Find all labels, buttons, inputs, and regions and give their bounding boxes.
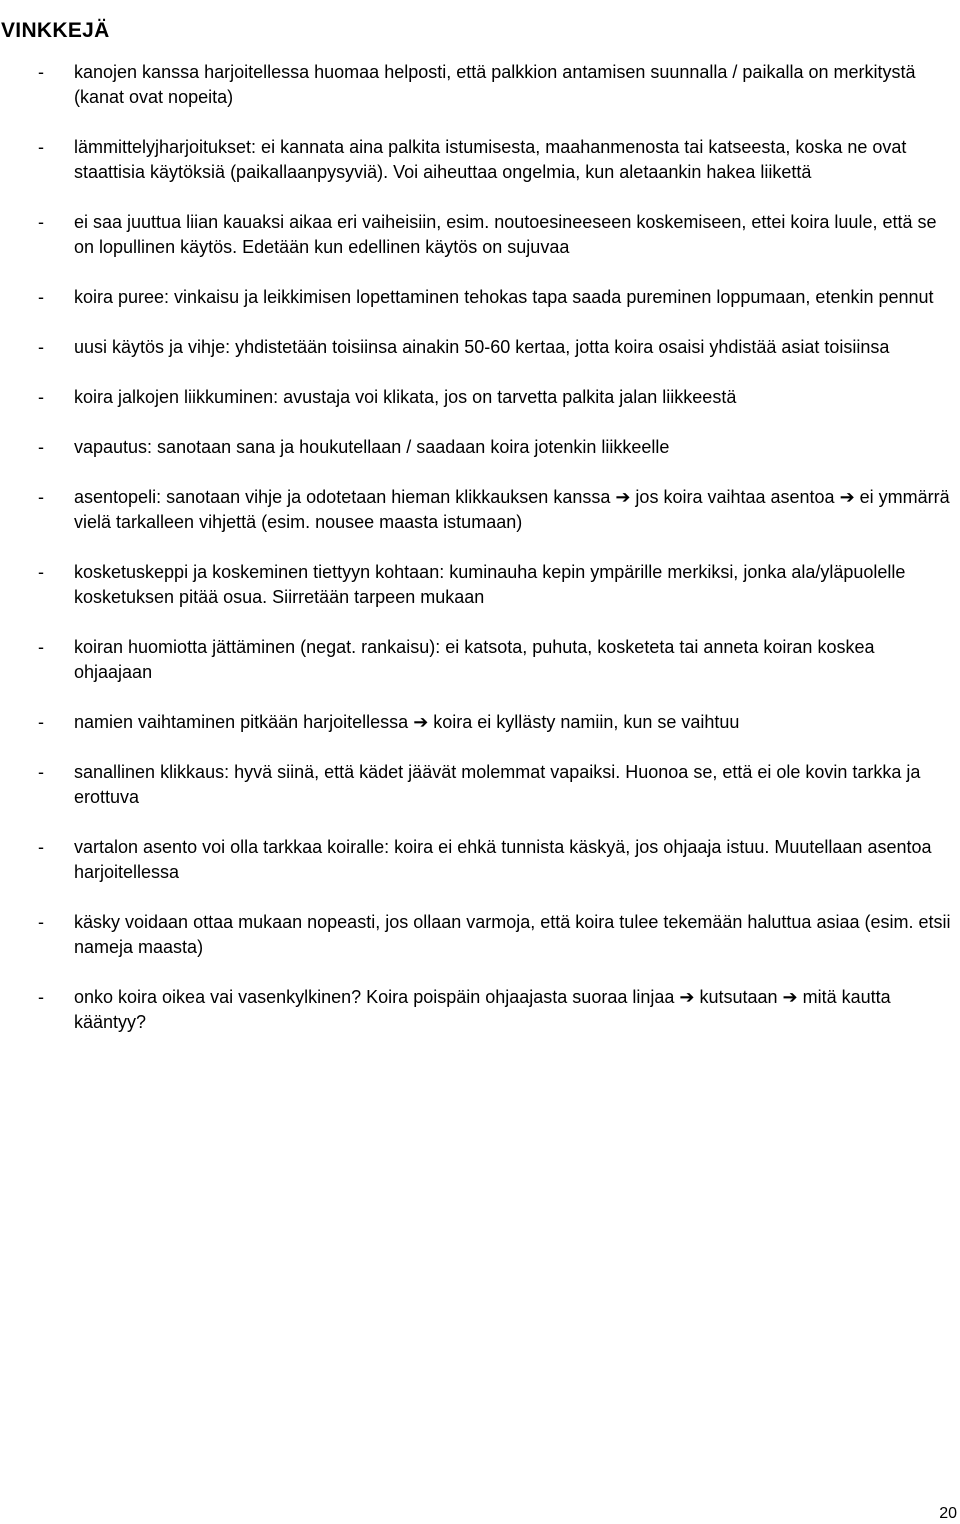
bullet-dash: - [38,62,44,82]
list-item [0,385,960,410]
tip-text: kosketuskeppi ja koskeminen tiettyyn kohtaan: kuminauha kepin ympärille merkiksi, jonka ala/yläpuolelle kosketuksen pitää osua. Siirretään tarpeen mukaan [74,562,906,607]
tip-text: koiran huomiotta jättäminen (negat. rankaisu): ei katsota, puhuta, kosketeta tai anneta koiran koskea ohjaajaan [74,637,875,682]
tip-text: onko koira oikea vai vasenkylkinen? Koira poispäin ohjaajasta suoraa linjaa ➔ kutsutaan ➔ mitä kautta kääntyy? [74,987,891,1032]
list-item [0,435,960,460]
tip-text: sanallinen klikkaus: hyvä siinä, että kädet jäävät molemmat vapaiksi. Huonoa se, että ei ole kovin tarkka ja erottuva [74,762,921,807]
tip-text: uusi käytös ja vihje: yhdistetään toisiinsa ainakin 50-60 kertaa, jotta koira osaisi yhdistää asiat toisiinsa [74,337,890,357]
list-item [0,710,960,735]
bullet-dash: - [38,137,44,157]
bullet-dash: - [38,637,44,657]
tips-list [0,60,960,1060]
list-item [0,60,960,110]
bullet-dash: - [38,712,44,732]
list-item [0,910,960,960]
tip-text: koira jalkojen liikkuminen: avustaja voi klikata, jos on tarvetta palkita jalan liikkeestä [74,387,737,407]
bullet-dash: - [38,762,44,782]
list-item [0,835,960,885]
tip-text: vartalon asento voi olla tarkkaa koiralle: koira ei ehkä tunnista käskyä, jos ohjaaja istuu. Muutellaan asentoa harjoitellessa [74,837,932,882]
bullet-dash: - [38,912,44,932]
list-item [0,285,960,310]
tip-text: asentopeli: sanotaan vihje ja odotetaan hieman klikkauksen kanssa ➔ jos koira vaihtaa asentoa ➔ ei ymmärrä vielä tarkalleen vihjettä (esim. nousee maasta istumaan) [74,487,950,532]
bullet-dash: - [38,487,44,507]
list-item [0,485,960,535]
bullet-dash: - [38,337,44,357]
list-item [0,560,960,610]
tip-text: namien vaihtaminen pitkään harjoitellessa ➔ koira ei kyllästy namiin, kun se vaihtuu [74,712,740,732]
tip-text: koira puree: vinkaisu ja leikkimisen lopettaminen tehokas tapa saada pureminen loppumaan, etenkin pennut [74,287,934,307]
bullet-dash: - [38,437,44,457]
list-item [0,135,960,185]
bullet-dash: - [38,212,44,232]
list-item [0,335,960,360]
bullet-dash: - [38,387,44,407]
tip-text: vapautus: sanotaan sana ja houkutellaan / saadaan koira jotenkin liikkeelle [74,437,670,457]
bullet-dash: - [38,287,44,307]
list-item [0,760,960,810]
page-number: 20 [939,1505,957,1522]
tip-text: ei saa juuttua liian kauaksi aikaa eri vaiheisiin, esim. noutoesineeseen koskemiseen, ettei koira luule, että se on lopullinen käytös. Edetään kun edellinen käytös on sujuvaa [74,212,937,257]
tip-text: käsky voidaan ottaa mukaan nopeasti, jos ollaan varmoja, että koira tulee tekemään haluttua asiaa (esim. etsii nameja maasta) [74,912,951,957]
bullet-dash: - [38,987,44,1007]
tip-text: lämmittelyjharjoitukset: ei kannata aina palkita istumisesta, maahanmenosta tai katseesta, koska ne ovat staattisia käytöksiä (paikallaanpysyviä). Voi aiheuttaa ongelmia, kun aletaankin hakea liikettä [74,137,907,182]
bullet-dash: - [38,837,44,857]
page-title: VINKKEJÄ [1,19,110,43]
list-item [0,210,960,260]
bullet-dash: - [38,562,44,582]
list-item [0,985,960,1035]
list-item [0,635,960,685]
tip-text: kanojen kanssa harjoitellessa huomaa helposti, että palkkion antamisen suunnalla / paikalla on merkitystä (kanat ovat nopeita) [74,62,916,107]
